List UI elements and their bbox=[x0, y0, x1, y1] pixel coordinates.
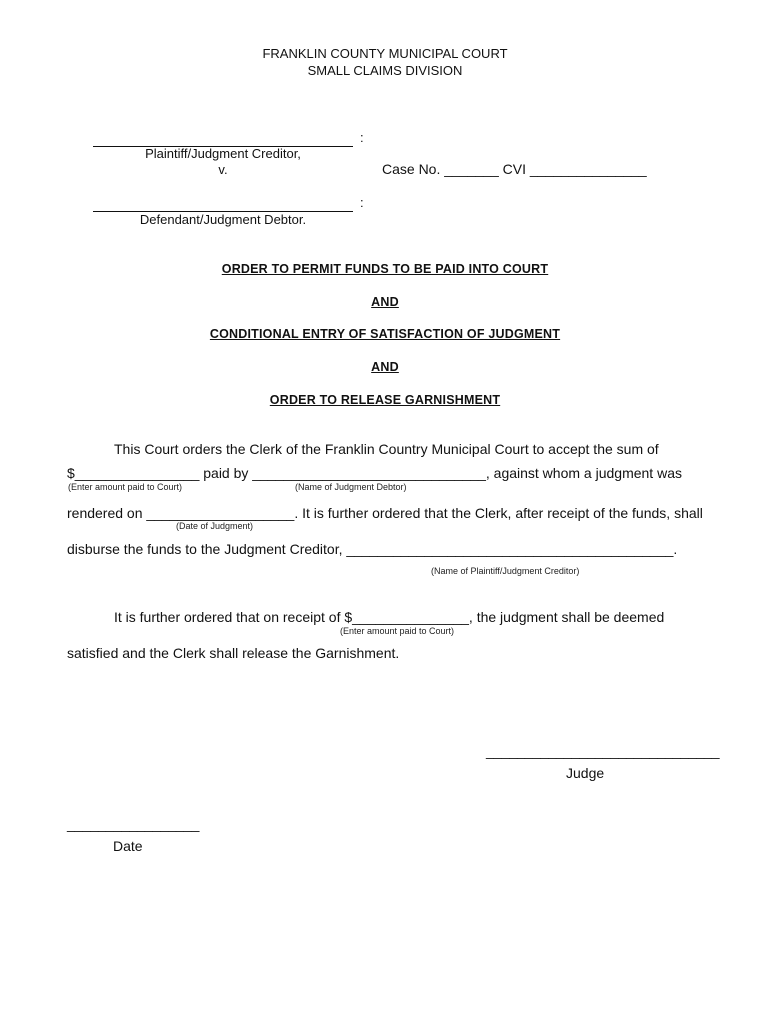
case-number: Case No. _______ CVI _______________ bbox=[382, 161, 647, 177]
defendant-label: Defendant/Judgment Debtor. bbox=[139, 212, 307, 227]
date-signature-line: _________________ bbox=[67, 816, 200, 832]
body-line-6: satisfied and the Clerk shall release the Garnishment. bbox=[67, 645, 400, 661]
plaintiff-label: Plaintiff/Judgment Creditor, bbox=[145, 146, 301, 161]
hint-creditor: (Name of Plaintiff/Judgment Creditor) bbox=[431, 566, 580, 576]
date-label: Date bbox=[113, 838, 143, 854]
title-and-1: AND bbox=[371, 295, 399, 309]
judge-label: Judge bbox=[566, 765, 605, 781]
hint-date: (Date of Judgment) bbox=[176, 521, 254, 531]
body-line-4: disburse the funds to the Judgment Creditor, __________________________________________. bbox=[67, 541, 678, 557]
body-line-3: rendered on ___________________. It is further ordered that the Clerk, after receipt of the funds, shall bbox=[67, 505, 703, 521]
hint-amount: (Enter amount paid to Court) bbox=[68, 482, 183, 492]
title-conditional: CONDITIONAL ENTRY OF SATISFACTION OF JUDGMENT bbox=[209, 327, 561, 341]
title-release: ORDER TO RELEASE GARNISHMENT bbox=[269, 393, 501, 407]
hint-amount-2: (Enter amount paid to Court) bbox=[340, 626, 455, 636]
division-name: SMALL CLAIMS DIVISION bbox=[307, 63, 463, 78]
title-order-permit: ORDER TO PERMIT FUNDS TO BE PAID INTO COURT bbox=[221, 262, 549, 276]
court-name: FRANKLIN COUNTY MUNICIPAL COURT bbox=[262, 46, 508, 61]
versus-label: v. bbox=[218, 162, 228, 177]
caption-colon-2: : bbox=[360, 195, 364, 210]
caption-colon: : bbox=[360, 130, 364, 145]
judge-signature-line: ______________________________ bbox=[486, 743, 720, 759]
body-line-1: This Court orders the Clerk of the Franklin Country Municipal Court to accept the sum of bbox=[114, 441, 659, 457]
body-line-2: $________________ paid by ______________________________, against whom a judgment was bbox=[67, 465, 682, 481]
title-and-2: AND bbox=[371, 360, 399, 374]
body-line-5: It is further ordered that on receipt of $_______________, the judgment shall be deemed bbox=[114, 609, 665, 625]
hint-debtor: (Name of Judgment Debtor) bbox=[295, 482, 407, 492]
